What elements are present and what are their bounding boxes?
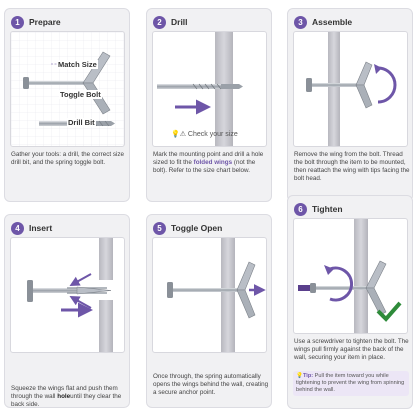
step-description: Remove the wing from the bolt. Thread the bolt through the item to be mounted, then reattach the wing with tips facing the bolt head. [294,151,410,182]
desc-highlight: folded wings [193,159,233,166]
step-header [294,202,343,216]
step-title: Prepare [29,17,61,27]
label-drill-bit: Drill Bit [68,118,95,127]
step-card-tighten [287,195,413,409]
step-number-badge: 6 [294,203,307,216]
desc-highlight: hole [57,393,71,400]
step-title: Insert [29,223,53,233]
step-illustration [293,31,408,147]
step-illustration [152,237,267,353]
tip-text: Pull the item toward you while tightening to prevent the wing from spinning behind the wall. [296,373,405,393]
step-description: Use a screwdriver to tighten the bolt. The wings pull firmly against the back of the wall, securing your item in place. [294,338,409,361]
step-header [11,15,61,29]
step-header [11,221,52,235]
step-number-badge: 1 [11,16,24,29]
label-toggle-bolt: Toggle Bolt [60,90,101,99]
insert-illustration [11,238,124,352]
step-header [153,15,188,29]
step-card-drill [146,8,272,202]
step-header [153,221,222,235]
step-card-insert [4,214,130,408]
step-card-prepare [4,8,130,202]
step-header [294,15,352,29]
step-number-badge: 4 [11,222,24,235]
step-card-assemble [287,8,413,202]
step-number-badge: 5 [153,222,166,235]
step-title: Toggle Open [171,223,223,233]
desc-text: (not the bolt). Refer to the size chart below. [153,159,256,174]
desc-text: Mark the mounting point and drill a hole sized to fit the [153,151,264,166]
desc-text: until they clear the back side. [11,393,122,408]
step-card-toggle-open [146,214,272,408]
step-description [153,151,269,175]
step-number-badge: 2 [153,16,166,29]
step-illustration [10,31,125,147]
assemble-illustration [294,32,407,146]
tighten-illustration [294,219,407,333]
step-description [11,385,127,409]
desc-text: Squeeze the wings flat and push them through the wall [11,385,118,400]
toggle-open-illustration [153,238,266,352]
tip-label: 💡Tip: [296,373,314,379]
label-match-size: Match Size [58,60,97,69]
drill-illustration [153,32,266,146]
step-illustration [10,237,125,353]
step-title: Tighten [312,204,343,214]
step-title: Drill [171,17,188,27]
step-illustration [293,218,408,334]
step-description: Once through, the spring automatically opens the wings behind the wall, creating a secure anchor point. [153,373,269,396]
check-size-hint: 💡⚠ Check your size [171,131,238,138]
step-illustration [152,31,267,147]
tip-box [293,371,409,396]
step-description: Gather your tools: a drill, the correct size drill bit, and the spring toggle bolt. [11,151,125,166]
prepare-illustration [11,32,124,146]
step-number-badge: 3 [294,16,307,29]
step-title: Assemble [312,17,353,27]
